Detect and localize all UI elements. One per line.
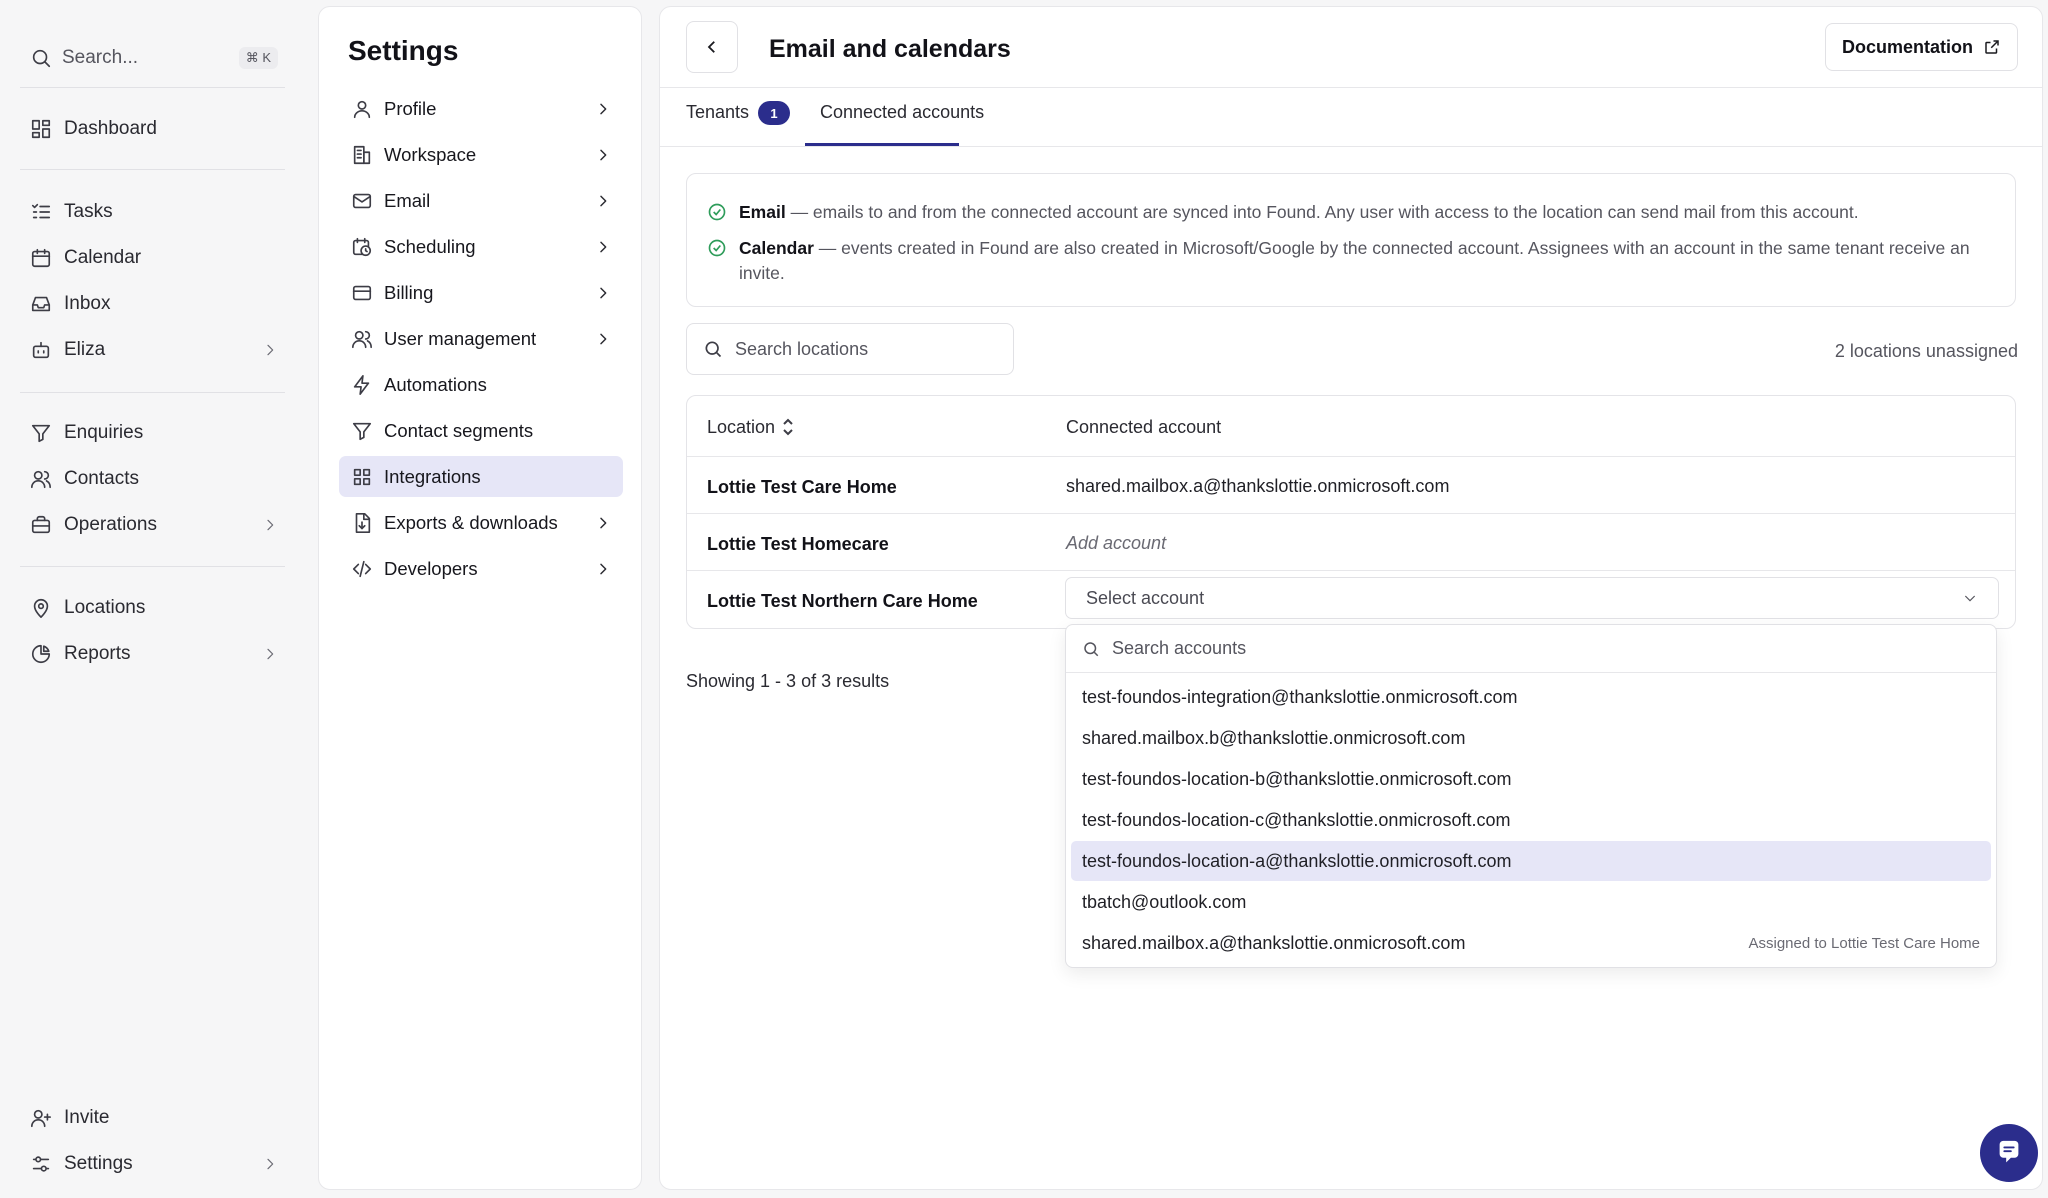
info-calendar-description: — events created in Found are also created in Microsoft/Google by the connected account. Assignees with an account in the same tenant receive an invite. bbox=[739, 238, 1970, 283]
dropdown-option-label: shared.mailbox.a@thankslottie.onmicrosoft.com bbox=[1082, 932, 1466, 953]
mail-icon bbox=[351, 190, 373, 212]
nav-item-eliza[interactable] bbox=[30, 333, 278, 367]
account-dropdown-menu bbox=[1065, 624, 1997, 968]
documentation-label: Documentation bbox=[1841, 36, 1973, 57]
settings-item-email[interactable] bbox=[339, 180, 623, 221]
chat-launcher-button[interactable] bbox=[1980, 1124, 2038, 1182]
tab-connected-accounts[interactable] bbox=[820, 102, 984, 146]
nav-item-reports[interactable] bbox=[30, 637, 278, 671]
nav-item-label: Invite bbox=[64, 1107, 110, 1128]
chevron-right-icon bbox=[595, 515, 611, 531]
info-email-description: — emails to and from the connected account are synced into Found. Any user with access to the location can send mail from this account. bbox=[785, 202, 1859, 222]
dropdown-option[interactable] bbox=[1071, 923, 1991, 963]
nav-divider bbox=[20, 392, 285, 393]
chevron-right-icon bbox=[595, 147, 611, 163]
tab-label: Connected accounts bbox=[820, 102, 985, 122]
settings-item-contact-segments[interactable] bbox=[339, 410, 623, 451]
row-divider bbox=[687, 570, 2015, 571]
map-pin-icon bbox=[30, 597, 52, 619]
tabs-divider bbox=[660, 146, 2042, 147]
dropdown-option-label: test-foundos-location-b@thankslottie.onmicrosoft.com bbox=[1082, 768, 1512, 789]
main-panel bbox=[659, 6, 2043, 1190]
chevron-right-icon bbox=[595, 101, 611, 117]
settings-item-label: Workspace bbox=[384, 143, 477, 165]
nav-item-dashboard[interactable] bbox=[30, 112, 278, 146]
dropdown-option-label: test-foundos-location-a@thankslottie.onmicrosoft.com bbox=[1082, 850, 1512, 871]
chevron-right-icon bbox=[595, 239, 611, 255]
locations-table bbox=[686, 395, 2016, 629]
pie-chart-icon bbox=[30, 643, 52, 665]
search-icon bbox=[1082, 640, 1100, 658]
nav-item-calendar[interactable] bbox=[30, 241, 278, 275]
zap-icon bbox=[351, 374, 373, 396]
dropdown-option-assigned-note: Assigned to Lottie Test Care Home bbox=[1748, 934, 1980, 952]
chevron-right-icon bbox=[262, 517, 278, 533]
left-navigation bbox=[0, 0, 306, 1198]
add-account-link[interactable]: Add account bbox=[1066, 533, 1167, 553]
info-calendar-text bbox=[739, 236, 1987, 286]
nav-item-label: Contacts bbox=[64, 468, 139, 489]
nav-item-invite[interactable] bbox=[30, 1101, 278, 1135]
nav-item-label: Enquiries bbox=[64, 422, 144, 443]
info-email-row bbox=[707, 200, 1987, 225]
dropdown-option-label: test-foundos-integration@thankslottie.onmicrosoft.com bbox=[1082, 686, 1518, 707]
chat-icon bbox=[1994, 1138, 2024, 1168]
settings-panel bbox=[318, 6, 642, 1190]
sort-icon bbox=[781, 416, 795, 438]
settings-item-billing[interactable] bbox=[339, 272, 623, 313]
info-email-text bbox=[739, 200, 1859, 225]
settings-item-label: Profile bbox=[384, 97, 437, 119]
nav-item-label: Settings bbox=[64, 1153, 133, 1174]
nav-item-label: Reports bbox=[64, 643, 131, 664]
chevron-right-icon bbox=[262, 1156, 278, 1172]
nav-item-label: Tasks bbox=[64, 201, 113, 222]
dropdown-option-highlighted[interactable] bbox=[1071, 841, 1991, 881]
filter-icon bbox=[30, 422, 52, 444]
chevron-right-icon bbox=[262, 646, 278, 662]
nav-item-settings[interactable] bbox=[30, 1147, 278, 1181]
dropdown-option[interactable] bbox=[1071, 718, 1991, 758]
pagination-summary: Showing 1 - 3 of 3 results bbox=[686, 671, 890, 691]
documentation-button[interactable] bbox=[1825, 23, 2018, 71]
sliders-icon bbox=[30, 1153, 52, 1175]
code-icon bbox=[351, 558, 373, 580]
table-row-location: Lottie Test Homecare bbox=[707, 534, 889, 554]
settings-item-label: User management bbox=[384, 327, 537, 349]
settings-item-workspace[interactable] bbox=[339, 134, 623, 175]
dropdown-option[interactable] bbox=[1071, 882, 1991, 922]
filter-icon bbox=[351, 420, 373, 442]
nav-item-operations[interactable] bbox=[30, 508, 278, 542]
dropdown-option-label: shared.mailbox.b@thankslottie.onmicrosoft.com bbox=[1082, 727, 1466, 748]
column-header-connected-account: Connected account bbox=[1066, 417, 1222, 437]
nav-item-label: Locations bbox=[64, 597, 146, 618]
settings-item-scheduling[interactable] bbox=[339, 226, 623, 267]
file-download-icon bbox=[351, 512, 373, 534]
user-icon bbox=[351, 98, 373, 120]
nav-divider bbox=[20, 87, 285, 88]
nav-item-locations[interactable] bbox=[30, 591, 278, 625]
external-link-icon bbox=[1983, 38, 2001, 56]
chevron-right-icon bbox=[262, 342, 278, 358]
chevron-left-icon bbox=[703, 38, 721, 56]
grid-icon bbox=[351, 466, 373, 488]
page-title: Email and calendars bbox=[769, 35, 1011, 63]
settings-item-label: Billing bbox=[384, 281, 434, 303]
chevron-right-icon bbox=[595, 193, 611, 209]
tasks-icon bbox=[30, 201, 52, 223]
building-icon bbox=[351, 144, 373, 166]
dropdown-option-label: tbatch@outlook.com bbox=[1082, 891, 1247, 912]
table-row-location: Lottie Test Northern Care Home bbox=[707, 591, 978, 611]
tab-tenants[interactable] bbox=[686, 102, 790, 146]
header-divider bbox=[660, 87, 2042, 88]
table-row-location: Lottie Test Care Home bbox=[707, 477, 897, 497]
bot-icon bbox=[30, 339, 52, 361]
tab-count-badge: 1 bbox=[758, 101, 790, 125]
search-accounts-placeholder: Search accounts bbox=[1112, 638, 1247, 658]
global-search-placeholder: Search... bbox=[62, 47, 139, 68]
settings-item-label: Developers bbox=[384, 557, 478, 579]
calendar-icon bbox=[30, 247, 52, 269]
dropdown-option[interactable] bbox=[1071, 800, 1991, 840]
calendar-clock-icon bbox=[351, 236, 373, 258]
search-icon bbox=[30, 47, 52, 69]
nav-item-label: Dashboard bbox=[64, 118, 157, 139]
select-account-placeholder: Select account bbox=[1086, 587, 1205, 608]
briefcase-icon bbox=[30, 514, 52, 536]
settings-item-developers[interactable] bbox=[339, 548, 623, 589]
global-search[interactable] bbox=[30, 40, 278, 76]
users-icon bbox=[351, 328, 373, 350]
nav-item-contacts[interactable] bbox=[30, 462, 278, 496]
chevron-down-icon bbox=[1962, 590, 1978, 606]
settings-item-profile[interactable] bbox=[339, 88, 623, 129]
inbox-icon bbox=[30, 293, 52, 315]
settings-item-integrations[interactable] bbox=[339, 456, 623, 497]
dropdown-option-label: test-foundos-location-c@thankslottie.onmicrosoft.com bbox=[1082, 809, 1511, 830]
check-circle-icon bbox=[707, 200, 727, 225]
settings-item-label: Scheduling bbox=[384, 235, 476, 257]
select-account-dropdown[interactable] bbox=[1065, 577, 1999, 619]
chevron-right-icon bbox=[595, 561, 611, 577]
chevron-right-icon bbox=[595, 285, 611, 301]
settings-title: Settings bbox=[348, 35, 459, 66]
nav-item-label: Operations bbox=[64, 514, 157, 535]
user-plus-icon bbox=[30, 1107, 52, 1129]
search-shortcut-badge: ⌘ K bbox=[239, 47, 278, 69]
settings-item-label: Integrations bbox=[384, 465, 481, 487]
row-divider bbox=[687, 456, 2015, 457]
search-icon bbox=[703, 339, 723, 359]
check-circle-icon bbox=[707, 236, 727, 286]
nav-item-enquiries[interactable] bbox=[30, 416, 278, 450]
nav-divider bbox=[20, 169, 285, 170]
dropdown-option[interactable] bbox=[1071, 677, 1991, 717]
chevron-right-icon bbox=[595, 331, 611, 347]
nav-item-label: Eliza bbox=[64, 339, 106, 360]
info-calendar-row bbox=[707, 236, 1987, 286]
contacts-icon bbox=[30, 468, 52, 490]
search-locations-input[interactable] bbox=[686, 323, 1014, 375]
column-header-label: Location bbox=[707, 416, 776, 437]
table-row-account: shared.mailbox.a@thankslottie.onmicrosoft.com bbox=[1066, 476, 1450, 496]
search-accounts-input[interactable] bbox=[1066, 625, 1996, 673]
dropdown-option[interactable] bbox=[1071, 759, 1991, 799]
settings-item-label: Automations bbox=[384, 373, 487, 395]
settings-item-user-management[interactable] bbox=[339, 318, 623, 359]
nav-item-inbox[interactable] bbox=[30, 287, 278, 321]
back-button[interactable] bbox=[686, 21, 738, 73]
tab-label: Tenants bbox=[686, 102, 750, 122]
info-email-title: Email bbox=[739, 202, 786, 222]
settings-item-label: Email bbox=[384, 189, 431, 211]
settings-item-label: Contact segments bbox=[384, 419, 534, 441]
info-box bbox=[686, 173, 2016, 307]
dashboard-icon bbox=[30, 118, 52, 140]
search-locations-placeholder: Search locations bbox=[735, 338, 869, 359]
settings-item-exports-downloads[interactable] bbox=[339, 502, 623, 543]
unassigned-count: 2 locations unassigned bbox=[1834, 341, 2018, 361]
nav-item-label: Inbox bbox=[64, 293, 111, 314]
credit-card-icon bbox=[351, 282, 373, 304]
info-calendar-title: Calendar bbox=[739, 238, 814, 258]
nav-item-tasks[interactable] bbox=[30, 195, 278, 229]
nav-item-label: Calendar bbox=[64, 247, 142, 268]
settings-item-automations[interactable] bbox=[339, 364, 623, 405]
column-header-location[interactable] bbox=[707, 416, 795, 438]
nav-divider bbox=[20, 566, 285, 567]
settings-item-label: Exports & downloads bbox=[384, 511, 558, 533]
row-divider bbox=[687, 513, 2015, 514]
